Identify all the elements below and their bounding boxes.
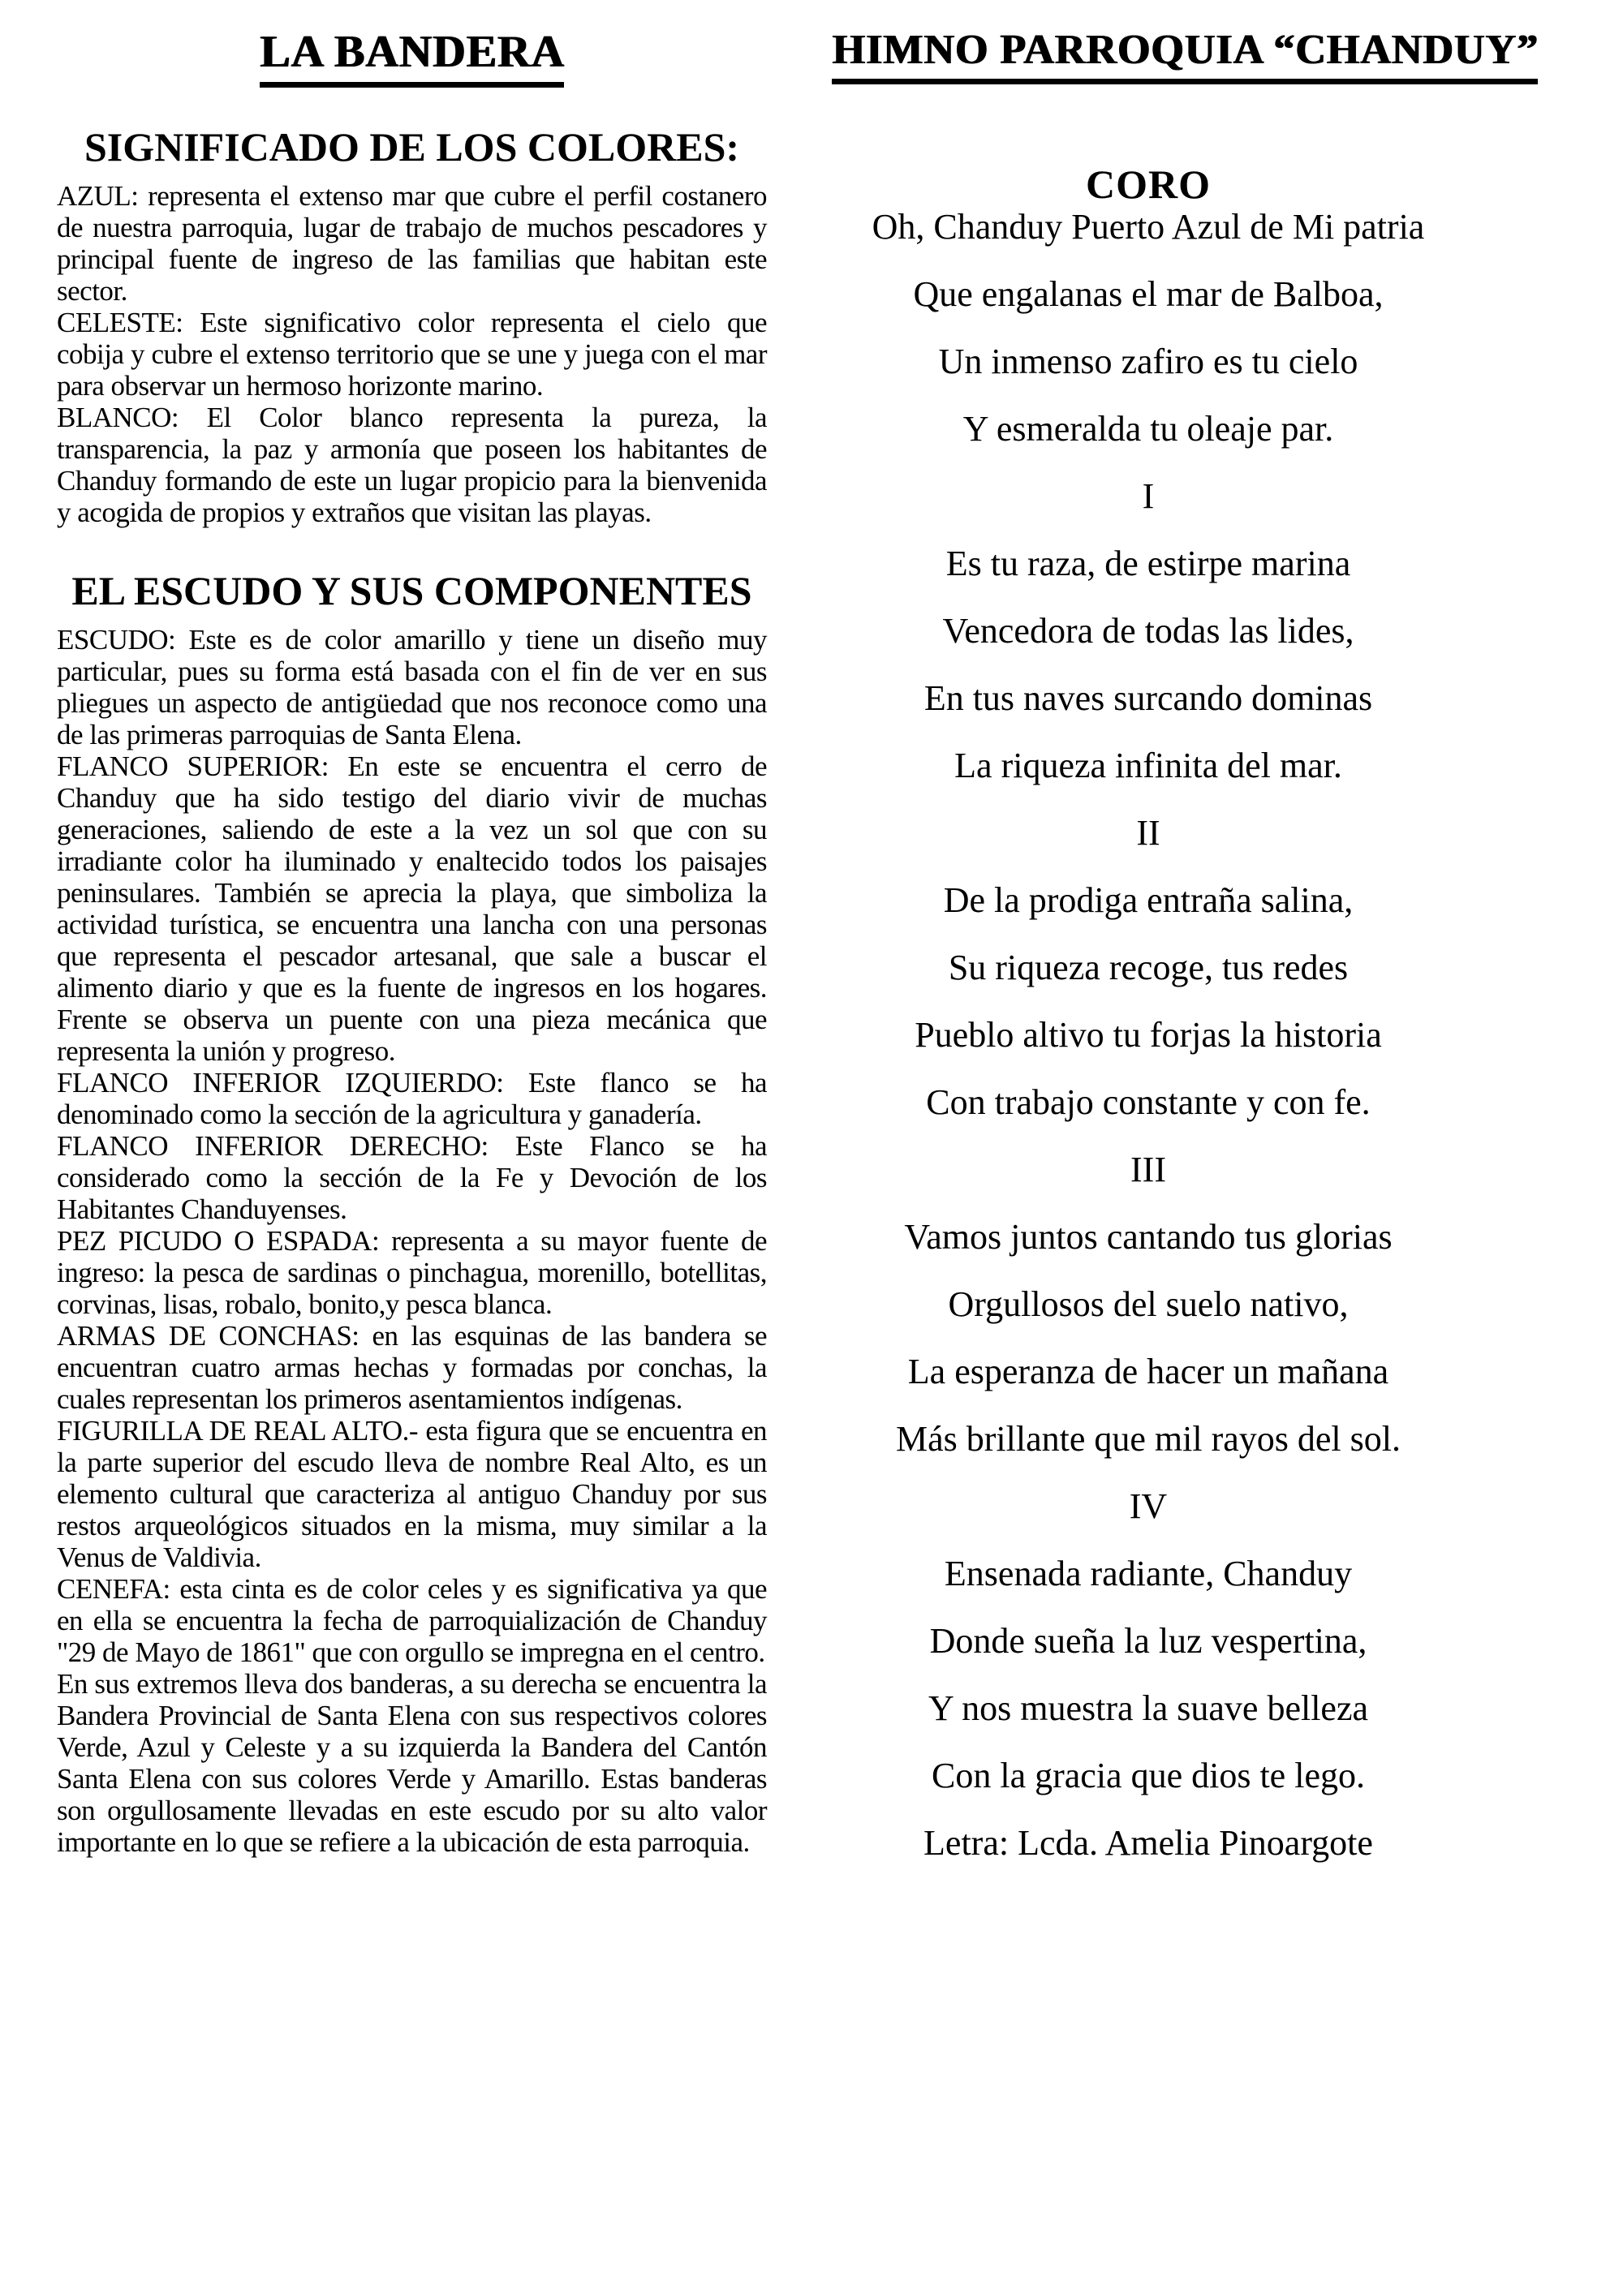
paragraph-flanco-inferior-izquierdo: FLANCO INFERIOR IZQUIERDO: Este flanco se ha denominado como la sección de la agricultura y ganadería. <box>57 1067 767 1130</box>
paragraph-figurilla-real-alto: FIGURILLA DE REAL ALTO.- esta figura que se encuentra en la parte superior del escudo lleva de nombre Real Alto, es un elemento cultural que caracteriza al antiguo Chanduy por sus restos arqueológicos situados en la misma, muy similar a la Venus de Valdivia. <box>57 1415 767 1573</box>
left-title-wrap <box>57 29 767 88</box>
right-title-wrap <box>832 27 1539 84</box>
hymn-line: Orgullosos del suelo nativo, <box>948 1284 1349 1324</box>
hymn-line: Y esmeralda tu oleaje par. <box>962 409 1334 449</box>
paragraph-flanco-superior: FLANCO SUPERIOR: En este se encuentra el cerro de Chanduy que ha sido testigo del diario vivir de muchas generaciones, saliendo de este a la vez un sol que con su irradiante color ha iluminado y enaltecido todos los paisajes peninsulares. También se aprecia la playa, que simboliza la actividad turística, se encuentra una lancha con una personas que representa el pescador artesanal, que sale a buscar el alimento diario y que es la fuente de ingresos en los hogares. Frente se observa un puente con una pieza mecánica que representa la unión y progreso. <box>57 750 767 1067</box>
hymn-line: Es tu raza, de estirpe marina <box>945 544 1351 583</box>
hymn-line: Vencedora de todas las lides, <box>942 611 1354 651</box>
verse-number: II <box>1136 813 1160 853</box>
hymn-credit-line: Letra: Lcda. Amelia Pinoargote <box>923 1823 1373 1863</box>
hymn-line: La esperanza de hacer un mañana <box>907 1352 1389 1391</box>
paragraph-azul: AZUL: representa el extenso mar que cubre el perfil costanero de nuestra parroquia, lugar de trabajo de muchos pescadores y principal fuente de ingreso de las familias que habitan este sector. <box>57 180 767 307</box>
hymn-line: Vamos juntos cantando tus glorias <box>904 1217 1393 1257</box>
paragraph-flanco-inferior-derecho: FLANCO INFERIOR DERECHO: Este Flanco se ha considerado como la sección de la Fe y Devoción de los Habitantes Chanduyenses. <box>57 1130 767 1225</box>
hymn-line: Su riqueza recoge, tus redes <box>948 948 1349 987</box>
shield-section-heading: EL ESCUDO Y SUS COMPONENTES <box>71 568 752 613</box>
paragraph-banderas: En sus extremos lleva dos banderas, a su derecha se encuentra la Bandera Provincial de Santa Elena con sus respectivos colores Verde, Azul y Celeste y a su izquierda la Bandera del Cantón Santa Elena con sus colores Verde y Amarillo. Estas banderas son orgullosamente llevadas en este escudo por su alto valor importante en lo que se refiere a la ubicación de esta parroquia. <box>57 1668 767 1858</box>
coro-heading: CORO <box>1086 161 1211 207</box>
left-column <box>57 0 767 1858</box>
hymn-line: La riqueza infinita del mar. <box>954 746 1342 785</box>
paragraph-armas-de-conchas: ARMAS DE CONCHAS: en las esquinas de las bandera se encuentran cuatro armas hechas y formadas por conchas, la cuales representan los primeros asentamientos indígenas. <box>57 1320 767 1415</box>
hymn-line: Ensenada radiante, Chanduy <box>944 1554 1353 1593</box>
paragraph-cenefa: CENEFA: esta cinta es de color celes y es significativa ya que en ella se encuentra la fecha de parroquialización de Chanduy "29 de Mayo de 1861" que con orgullo se impregna en el centro. <box>57 1573 767 1668</box>
hymn-line: Con trabajo constante y con fe. <box>926 1082 1371 1122</box>
hymn-line: Que engalanas el mar de Balboa, <box>913 274 1384 314</box>
verse-number: III <box>1130 1150 1166 1189</box>
paragraph-pez-picudo: PEZ PICUDO O ESPADA: representa a su mayor fuente de ingreso: la pesca de sardinas o pinchagua, morenillo, botellitas, corvinas, lisas, robalo, bonito,y pesca blanca. <box>57 1225 767 1320</box>
verse-number: I <box>1142 476 1155 516</box>
hymn-line: De la prodiga entraña salina, <box>943 880 1354 920</box>
colors-section-heading: SIGNIFICADO DE LOS COLORES: <box>84 124 740 170</box>
hymn-line: Y nos muestra la suave belleza <box>928 1688 1369 1728</box>
paragraph-escudo: ESCUDO: Este es de color amarillo y tiene un diseño muy particular, pues su forma está basada con el fin de ver en sus pliegues un aspecto de antigüedad que nos reconoce como una de las primeras parroquias de Santa Elena. <box>57 624 767 750</box>
hymn-line: Un inmenso zafiro es tu cielo <box>938 342 1358 381</box>
verse-number: IV <box>1129 1486 1168 1526</box>
hymn-line: Más brillante que mil rayos del sol. <box>896 1419 1401 1459</box>
hymn-line: Oh, Chanduy Puerto Azul de Mi patria <box>872 207 1425 247</box>
hymn-line: Donde sueña la luz vespertina, <box>929 1621 1367 1661</box>
paragraph-celeste: CELESTE: Este significativo color representa el cielo que cobija y cubre el extenso territorio que se une y juega con el mar para observar un hermoso horizonte marino. <box>57 307 767 402</box>
hymn-line: Pueblo altivo tu forjas la historia <box>915 1015 1382 1055</box>
hymn-line: Con la gracia que dios te lego. <box>932 1756 1365 1795</box>
left-title: LA BANDERA <box>260 29 565 88</box>
paragraph-blanco: BLANCO: El Color blanco representa la pureza, la transparencia, la paz y armonía que poseen los habitantes de Chanduy formando de este un lugar propicio para la bienvenida y acogida de propios y extraños que visitan las playas. <box>57 402 767 528</box>
right-column <box>832 0 1539 1890</box>
right-title: HIMNO PARROQUIA “CHANDUY” <box>832 29 1538 84</box>
hymn-line: En tus naves surcando dominas <box>923 678 1373 718</box>
